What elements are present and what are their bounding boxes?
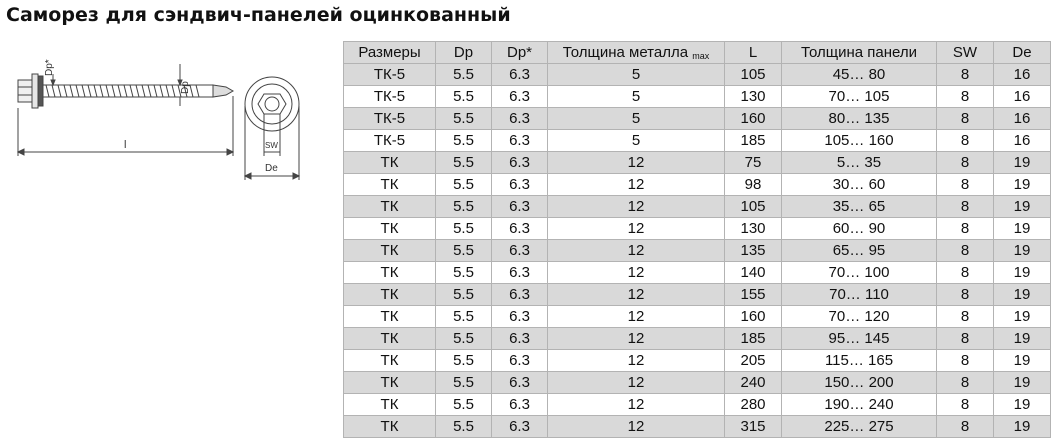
header-de: De [994, 42, 1051, 64]
cell-length: 135 [725, 240, 782, 262]
cell-size: ТК [344, 416, 436, 438]
cell-de: 19 [994, 174, 1051, 196]
cell-panel-thickness: 105… 160 [782, 130, 937, 152]
table-row [344, 284, 1051, 306]
cell-size: ТК [344, 196, 436, 218]
cell-length: 160 [725, 306, 782, 328]
cell-de: 19 [994, 306, 1051, 328]
cell-metal-thickness: 12 [548, 284, 725, 306]
cell-metal-thickness: 5 [548, 130, 725, 152]
cell-size: ТК [344, 284, 436, 306]
cell-panel-thickness: 225… 275 [782, 416, 937, 438]
cell-dp-star: 6.3 [492, 306, 548, 328]
cell-sw: 8 [937, 130, 994, 152]
table-row [344, 108, 1051, 130]
table-row [344, 394, 1051, 416]
header-metal-thickness [548, 42, 725, 64]
cell-length: 205 [725, 350, 782, 372]
cell-dp-star: 6.3 [492, 328, 548, 350]
cell-de: 19 [994, 394, 1051, 416]
page-title: Саморез для сэндвич-панелей оцинкованный [6, 4, 511, 26]
cell-metal-thickness: 12 [548, 262, 725, 284]
cell-de: 19 [994, 218, 1051, 240]
cell-length: 130 [725, 218, 782, 240]
cell-dp: 5.5 [436, 306, 492, 328]
cell-dp-star: 6.3 [492, 86, 548, 108]
cell-sw: 8 [937, 174, 994, 196]
cell-metal-thickness: 12 [548, 328, 725, 350]
dp-label: Dp [180, 81, 191, 94]
table-row [344, 416, 1051, 438]
cell-dp-star: 6.3 [492, 416, 548, 438]
cell-panel-thickness: 70… 105 [782, 86, 937, 108]
table-row [344, 306, 1051, 328]
cell-length: 240 [725, 372, 782, 394]
cell-dp-star: 6.3 [492, 372, 548, 394]
cell-panel-thickness: 70… 100 [782, 262, 937, 284]
cell-dp: 5.5 [436, 64, 492, 86]
cell-dp: 5.5 [436, 350, 492, 372]
cell-dp-star: 6.3 [492, 284, 548, 306]
cell-de: 19 [994, 416, 1051, 438]
cell-dp: 5.5 [436, 196, 492, 218]
sw-label: SW [265, 141, 278, 150]
cell-metal-thickness: 5 [548, 86, 725, 108]
table-row [344, 218, 1051, 240]
cell-sw: 8 [937, 328, 994, 350]
cell-sw: 8 [937, 262, 994, 284]
cell-panel-thickness: 115… 165 [782, 350, 937, 372]
cell-length: 280 [725, 394, 782, 416]
cell-size: ТК-5 [344, 64, 436, 86]
cell-de: 19 [994, 262, 1051, 284]
cell-sw: 8 [937, 64, 994, 86]
cell-panel-thickness: 70… 120 [782, 306, 937, 328]
cell-de: 19 [994, 240, 1051, 262]
table-row [344, 64, 1051, 86]
cell-length: 155 [725, 284, 782, 306]
cell-sw: 8 [937, 394, 994, 416]
cell-length: 130 [725, 86, 782, 108]
header-sw: SW [937, 42, 994, 64]
cell-dp: 5.5 [436, 86, 492, 108]
cell-metal-thickness: 12 [548, 350, 725, 372]
cell-length: 185 [725, 130, 782, 152]
cell-dp: 5.5 [436, 218, 492, 240]
header-panel-thickness: Толщина панели [782, 42, 937, 64]
cell-dp-star: 6.3 [492, 218, 548, 240]
cell-length: 315 [725, 416, 782, 438]
table-header-row [344, 42, 1051, 64]
cell-dp-star: 6.3 [492, 64, 548, 86]
cell-panel-thickness: 95… 145 [782, 328, 937, 350]
cell-metal-thickness: 12 [548, 240, 725, 262]
cell-size: ТК [344, 328, 436, 350]
cell-dp: 5.5 [436, 372, 492, 394]
cell-panel-thickness: 80… 135 [782, 108, 937, 130]
header-metal-thickness-text: Толщина металла [562, 44, 689, 61]
cell-de: 16 [994, 86, 1051, 108]
cell-size: ТК [344, 152, 436, 174]
cell-sw: 8 [937, 86, 994, 108]
cell-dp: 5.5 [436, 130, 492, 152]
header-size: Размеры [344, 42, 436, 64]
cell-panel-thickness: 45… 80 [782, 64, 937, 86]
cell-panel-thickness: 190… 240 [782, 394, 937, 416]
cell-length: 75 [725, 152, 782, 174]
cell-size: ТК [344, 174, 436, 196]
cell-size: ТК [344, 306, 436, 328]
cell-sw: 8 [937, 306, 994, 328]
cell-sw: 8 [937, 240, 994, 262]
cell-dp-star: 6.3 [492, 196, 548, 218]
cell-de: 19 [994, 372, 1051, 394]
header-dp-star: Dp* [492, 42, 548, 64]
cell-de: 19 [994, 284, 1051, 306]
cell-length: 140 [725, 262, 782, 284]
cell-panel-thickness: 35… 65 [782, 196, 937, 218]
table-body [344, 64, 1051, 438]
cell-metal-thickness: 12 [548, 174, 725, 196]
cell-length: 105 [725, 64, 782, 86]
table-row [344, 152, 1051, 174]
table-row [344, 86, 1051, 108]
cell-sw: 8 [937, 152, 994, 174]
cell-metal-thickness: 12 [548, 372, 725, 394]
table-row [344, 328, 1051, 350]
cell-metal-thickness: 12 [548, 416, 725, 438]
cell-dp: 5.5 [436, 240, 492, 262]
cell-dp: 5.5 [436, 328, 492, 350]
cell-de: 16 [994, 108, 1051, 130]
cell-dp-star: 6.3 [492, 350, 548, 372]
cell-dp: 5.5 [436, 416, 492, 438]
cell-dp: 5.5 [436, 174, 492, 196]
table-row [344, 196, 1051, 218]
cell-panel-thickness: 5… 35 [782, 152, 937, 174]
table-row [344, 262, 1051, 284]
cell-dp: 5.5 [436, 284, 492, 306]
table-row [344, 174, 1051, 196]
dp-star-label: Dp* [44, 59, 55, 76]
cell-dp-star: 6.3 [492, 262, 548, 284]
table-row [344, 372, 1051, 394]
cell-sw: 8 [937, 284, 994, 306]
table-row [344, 130, 1051, 152]
cell-size: ТК [344, 394, 436, 416]
cell-panel-thickness: 30… 60 [782, 174, 937, 196]
cell-metal-thickness: 5 [548, 64, 725, 86]
cell-size: ТК [344, 350, 436, 372]
cell-dp-star: 6.3 [492, 108, 548, 130]
cell-dp: 5.5 [436, 394, 492, 416]
header-length: L [725, 42, 782, 64]
cell-size: ТК [344, 372, 436, 394]
cell-sw: 8 [937, 416, 994, 438]
cell-de: 19 [994, 196, 1051, 218]
cell-panel-thickness: 60… 90 [782, 218, 937, 240]
cell-length: 105 [725, 196, 782, 218]
cell-de: 19 [994, 152, 1051, 174]
cell-size: ТК-5 [344, 86, 436, 108]
cell-metal-thickness: 12 [548, 394, 725, 416]
table-row [344, 240, 1051, 262]
cell-sw: 8 [937, 108, 994, 130]
cell-dp-star: 6.3 [492, 130, 548, 152]
cell-length: 160 [725, 108, 782, 130]
cell-dp-star: 6.3 [492, 174, 548, 196]
de-label: De [265, 163, 278, 174]
screw-drawing [8, 44, 308, 194]
cell-dp-star: 6.3 [492, 152, 548, 174]
cell-dp-star: 6.3 [492, 394, 548, 416]
cell-size: ТК [344, 218, 436, 240]
cell-length: 98 [725, 174, 782, 196]
cell-de: 19 [994, 350, 1051, 372]
cell-de: 19 [994, 328, 1051, 350]
cell-metal-thickness: 12 [548, 306, 725, 328]
cell-metal-thickness: 12 [548, 152, 725, 174]
cell-sw: 8 [937, 372, 994, 394]
cell-sw: 8 [937, 218, 994, 240]
cell-size: ТК [344, 240, 436, 262]
cell-size: ТК [344, 262, 436, 284]
cell-de: 16 [994, 130, 1051, 152]
cell-size: ТК-5 [344, 130, 436, 152]
cell-panel-thickness: 150… 200 [782, 372, 937, 394]
cell-dp: 5.5 [436, 108, 492, 130]
cell-dp-star: 6.3 [492, 240, 548, 262]
cell-panel-thickness: 65… 95 [782, 240, 937, 262]
table-row [344, 350, 1051, 372]
spec-table [343, 41, 1051, 438]
cell-metal-thickness: 12 [548, 196, 725, 218]
cell-metal-thickness: 5 [548, 108, 725, 130]
cell-de: 16 [994, 64, 1051, 86]
cell-length: 185 [725, 328, 782, 350]
cell-panel-thickness: 70… 110 [782, 284, 937, 306]
header-dp: Dp [436, 42, 492, 64]
cell-dp: 5.5 [436, 262, 492, 284]
cell-sw: 8 [937, 196, 994, 218]
cell-metal-thickness: 12 [548, 218, 725, 240]
cell-dp: 5.5 [436, 152, 492, 174]
header-max-subscript: max [692, 51, 710, 61]
l-label: l [124, 139, 127, 151]
cell-sw: 8 [937, 350, 994, 372]
cell-size: ТК-5 [344, 108, 436, 130]
